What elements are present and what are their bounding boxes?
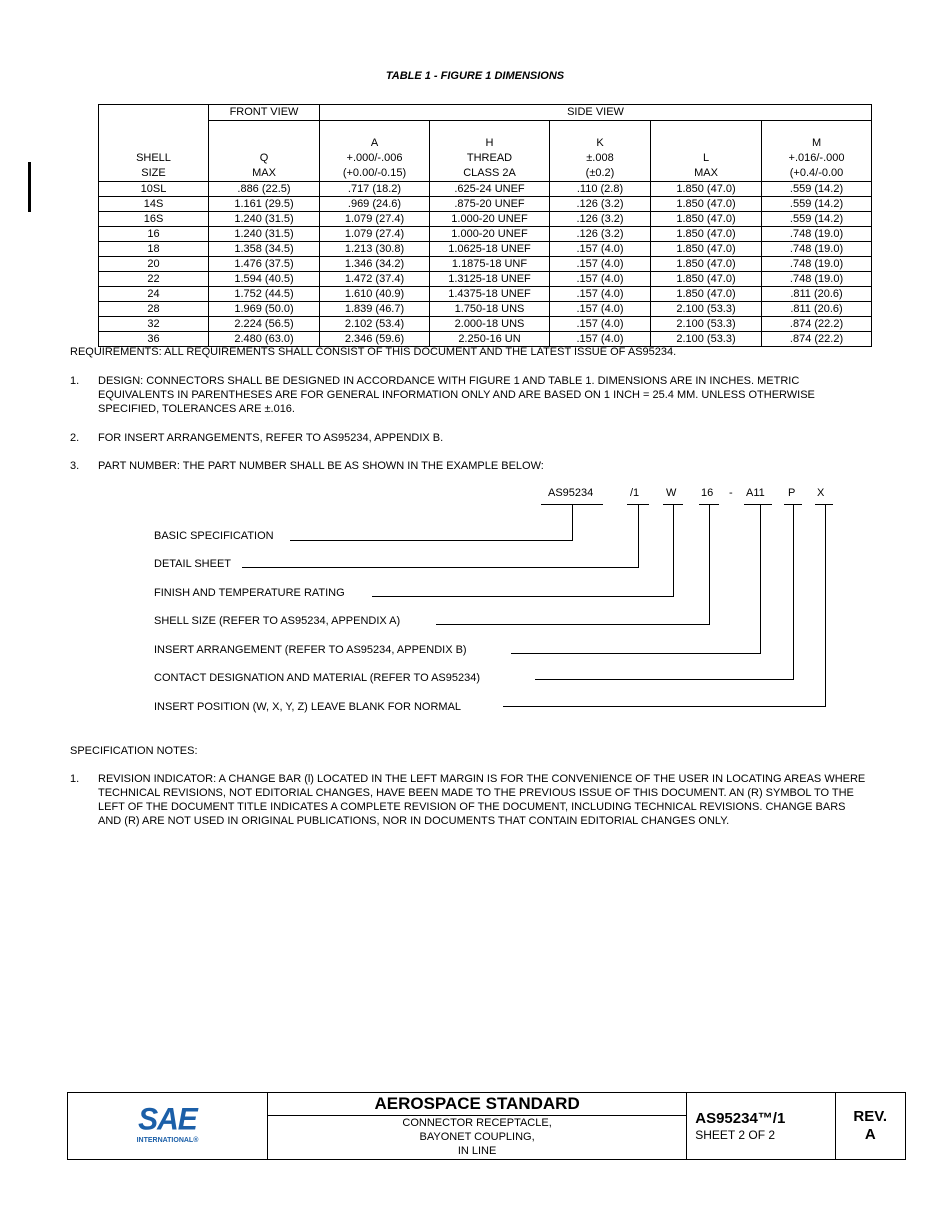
table-cell-l-max: 1.850 (47.0) xyxy=(651,272,762,287)
spec-note-text: REVISION INDICATOR: A CHANGE BAR (l) LOCATED IN THE LEFT MARGIN IS FOR THE CONVENIENCE OF THE USER IN LOCATING AREAS WHERE TECHNICAL REVISIONS, NOT EDITORIAL CHANGES, HAVE BEEN MADE TO THE PREVIOUS ISSUE OF THIS DOCUMENT. AN (R) SYMBOL TO THE LEFT OF THE DOCUMENT TITLE INDICATES A COMPLETE REVISION OF THE DOCUMENT, INCLUDING TECHNICAL REVISIONS. CHANGE BARS AND (R) ARE NOT USED IN ORIGINAL PUBLICATIONS, NOR IN DOCUMENTS THAT CONTAIN EDITORIAL CHANGES ONLY. xyxy=(98,773,866,827)
pn-leader-line xyxy=(572,504,573,541)
table-title: TABLE 1 - FIGURE 1 DIMENSIONS xyxy=(385,70,565,82)
pn-label-position: INSERT POSITION (W, X, Y, Z) LEAVE BLANK FOR NORMAL xyxy=(154,701,462,713)
column-header-line xyxy=(101,136,206,151)
spec-notes-heading: SPECIFICATION NOTES: xyxy=(70,745,198,757)
table-cell-shell-size: 36 xyxy=(99,332,209,347)
table-cell-m-dim: .748 (19.0) xyxy=(762,227,872,242)
table-row xyxy=(99,212,872,227)
pn-label-basic: BASIC SPECIFICATION xyxy=(154,530,274,542)
column-header-line xyxy=(101,121,206,136)
document-number: AS95234™/1 xyxy=(695,1109,786,1127)
pn-code-dash: - xyxy=(729,487,733,499)
requirement-number: 2. xyxy=(70,432,80,444)
table-cell-h-thread: 1.000-20 UNEF xyxy=(430,212,550,227)
sae-logo-mark: SAE xyxy=(138,1102,197,1137)
table-cell-q-max: 2.480 (63.0) xyxy=(209,332,320,347)
table-cell-a-dim: 1.346 (34.2) xyxy=(320,257,430,272)
pn-leader-line xyxy=(709,504,710,625)
requirements-intro: REQUIREMENTS: ALL REQUIREMENTS SHALL CONSIST OF THIS DOCUMENT AND THE LATEST ISSUE OF AS95234. xyxy=(70,346,677,358)
table-cell-k-dim: .157 (4.0) xyxy=(550,242,651,257)
requirement-number: 3. xyxy=(70,460,80,472)
table-cell-m-dim: .874 (22.2) xyxy=(762,317,872,332)
table-cell-a-dim: 1.472 (37.4) xyxy=(320,272,430,287)
column-header-line: SIZE xyxy=(141,167,166,179)
table-row xyxy=(99,257,872,272)
table-cell-shell-size: 32 xyxy=(99,317,209,332)
table-cell-a-dim: 1.079 (27.4) xyxy=(320,227,430,242)
table-cell-m-dim: .748 (19.0) xyxy=(762,272,872,287)
table-cell-m-dim: .811 (20.6) xyxy=(762,287,872,302)
requirement-item-1 xyxy=(70,374,870,418)
column-header-line: MAX xyxy=(694,167,718,179)
subtitle-line: IN LINE xyxy=(457,1145,497,1157)
table-cell-q-max: 1.752 (44.5) xyxy=(209,287,320,302)
column-header-line: (±0.2) xyxy=(585,167,615,179)
table-cell-a-dim: 2.346 (59.6) xyxy=(320,332,430,347)
column-header-l-max xyxy=(651,121,762,182)
table-cell-k-dim: .126 (3.2) xyxy=(550,212,651,227)
table-cell-k-dim: .110 (2.8) xyxy=(550,182,651,197)
change-bar xyxy=(28,162,31,212)
pn-leader-line xyxy=(638,504,639,568)
column-header-line: MAX xyxy=(252,167,276,179)
table-cell-k-dim: .157 (4.0) xyxy=(550,257,651,272)
column-header-shell-size xyxy=(99,121,209,182)
pn-leader-line xyxy=(436,624,710,625)
revision-label: REV. xyxy=(853,1108,888,1125)
table-cell-l-max: 1.850 (47.0) xyxy=(651,242,762,257)
table-row xyxy=(99,227,872,242)
table-cell-m-dim: .874 (22.2) xyxy=(762,332,872,347)
column-header-line: (+0.4/-0.00 xyxy=(789,167,844,179)
table-row xyxy=(99,182,872,197)
pn-label-detail: DETAIL SHEET xyxy=(154,558,232,570)
requirement-text: PART NUMBER: THE PART NUMBER SHALL BE AS SHOWN IN THE EXAMPLE BELOW: xyxy=(98,460,544,472)
table-cell-l-max: 1.850 (47.0) xyxy=(651,227,762,242)
pn-label-finish: FINISH AND TEMPERATURE RATING xyxy=(154,587,345,599)
table-body xyxy=(99,182,872,347)
table-row xyxy=(99,272,872,287)
pn-code-insert: A11 xyxy=(746,487,765,499)
column-header-line xyxy=(653,121,759,136)
table-cell-l-max: 2.100 (53.3) xyxy=(651,332,762,347)
table-cell-shell-size: 28 xyxy=(99,302,209,317)
pn-leader-line xyxy=(290,540,573,541)
table-cell-q-max: 1.476 (37.5) xyxy=(209,257,320,272)
table-cell-k-dim: .157 (4.0) xyxy=(550,287,651,302)
table-cell-a-dim: .717 (18.2) xyxy=(320,182,430,197)
table-cell-h-thread: 1.4375-18 UNEF xyxy=(430,287,550,302)
table-cell-a-dim: .969 (24.6) xyxy=(320,197,430,212)
pn-leader-line xyxy=(372,596,674,597)
column-header-q-max xyxy=(209,121,320,182)
pn-leader-line xyxy=(793,504,794,680)
table-cell-h-thread: .625-24 UNEF xyxy=(430,182,550,197)
table-row xyxy=(99,317,872,332)
requirement-text: DESIGN: CONNECTORS SHALL BE DESIGNED IN ACCORDANCE WITH FIGURE 1 AND TABLE 1. DIMENSIONS ARE IN INCHES. METRIC EQUIVALENTS IN PARENTHESES ARE FOR GENERAL INFORMATION ONLY AND ARE BASED ON 1 INCH = 25.4 MM. UNLESS OTHERWISE SPECIFIED, TOLERANCES ARE ±.016. xyxy=(98,375,815,415)
column-header-m-dim xyxy=(762,121,872,182)
pn-code-detail: /1 xyxy=(630,487,640,499)
table-cell-a-dim: 1.213 (30.8) xyxy=(320,242,430,257)
pn-label-insert: INSERT ARRANGEMENT (REFER TO AS95234, APPENDIX B) xyxy=(154,644,467,656)
table-cell-m-dim: .748 (19.0) xyxy=(762,257,872,272)
side-view-header: SIDE VIEW xyxy=(320,105,872,121)
column-header-line: Q xyxy=(259,152,269,164)
table-cell-a-dim: 2.102 (53.4) xyxy=(320,317,430,332)
pn-leader-line xyxy=(760,504,761,654)
table-cell-m-dim: .559 (14.2) xyxy=(762,182,872,197)
table-cell-q-max: 1.240 (31.5) xyxy=(209,212,320,227)
table-cell-shell-size: 18 xyxy=(99,242,209,257)
table-cell-h-thread: 1.0625-18 UNEF xyxy=(430,242,550,257)
table-cell-shell-size: 16 xyxy=(99,227,209,242)
table-cell-l-max: 1.850 (47.0) xyxy=(651,212,762,227)
table-cell-h-thread: 2.250-16 UN xyxy=(430,332,550,347)
table-row xyxy=(99,302,872,317)
table-cell-k-dim: .126 (3.2) xyxy=(550,227,651,242)
pn-label-contact: CONTACT DESIGNATION AND MATERIAL (REFER TO AS95234) xyxy=(154,672,480,684)
column-header-line: ±.008 xyxy=(586,152,614,164)
column-header-line: M xyxy=(811,137,822,149)
column-header-line xyxy=(211,121,317,136)
column-header-line: SHELL xyxy=(136,152,171,164)
dimensions-table xyxy=(98,104,872,347)
table-cell-h-thread: 1.3125-18 UNEF xyxy=(430,272,550,287)
revision-value: A xyxy=(864,1126,876,1143)
revision-cell xyxy=(835,1093,906,1160)
table-cell-q-max: 1.240 (31.5) xyxy=(209,227,320,242)
pn-code-contact: P xyxy=(788,487,796,499)
column-header-line: CLASS 2A xyxy=(463,167,516,179)
pn-code-finish: W xyxy=(666,487,677,499)
subtitle-line: BAYONET COUPLING, xyxy=(419,1131,535,1143)
requirement-text: FOR INSERT ARRANGEMENTS, REFER TO AS95234, APPENDIX B. xyxy=(98,432,444,444)
column-header-line: +.016/-.000 xyxy=(788,152,845,164)
pn-underline xyxy=(744,504,772,505)
table-cell-h-thread: 1.1875-18 UNF xyxy=(430,257,550,272)
column-header-line xyxy=(322,121,427,136)
table-cell-k-dim: .157 (4.0) xyxy=(550,302,651,317)
table-cell-shell-size: 22 xyxy=(99,272,209,287)
table-cell-h-thread: 1.000-20 UNEF xyxy=(430,227,550,242)
table-cell-q-max: 1.358 (34.5) xyxy=(209,242,320,257)
blank-header-cell xyxy=(99,105,209,121)
column-header-line: L xyxy=(702,152,710,164)
front-view-header: FRONT VIEW xyxy=(209,105,320,121)
column-header-k-dim xyxy=(550,121,651,182)
pn-underline xyxy=(815,504,833,505)
table-cell-a-dim: 1.610 (40.9) xyxy=(320,287,430,302)
table-cell-m-dim: .559 (14.2) xyxy=(762,212,872,227)
table-cell-l-max: 1.850 (47.0) xyxy=(651,287,762,302)
logo-cell xyxy=(68,1093,268,1160)
column-header-line: A xyxy=(370,137,379,149)
table-cell-q-max: 1.161 (29.5) xyxy=(209,197,320,212)
table-cell-q-max: .886 (22.5) xyxy=(209,182,320,197)
column-header-line xyxy=(764,121,869,136)
table-cell-k-dim: .126 (3.2) xyxy=(550,197,651,212)
table-row xyxy=(99,287,872,302)
table-cell-l-max: 2.100 (53.3) xyxy=(651,302,762,317)
sae-logo xyxy=(136,1102,199,1145)
table-cell-h-thread: .875-20 UNEF xyxy=(430,197,550,212)
table-group-header-row xyxy=(99,105,872,121)
pn-code-shell: 16 xyxy=(701,487,714,499)
pn-leader-line xyxy=(242,567,639,568)
title-block xyxy=(67,1092,906,1160)
table-cell-q-max: 1.969 (50.0) xyxy=(209,302,320,317)
pn-code-position: X xyxy=(817,487,825,499)
table-cell-shell-size: 14S xyxy=(99,197,209,212)
table-cell-q-max: 1.594 (40.5) xyxy=(209,272,320,287)
table-cell-k-dim: .157 (4.0) xyxy=(550,332,651,347)
table-cell-k-dim: .157 (4.0) xyxy=(550,272,651,287)
document-subtitle xyxy=(267,1116,686,1160)
table-cell-a-dim: 1.839 (46.7) xyxy=(320,302,430,317)
document-heading: AEROSPACE STANDARD xyxy=(267,1093,686,1116)
column-header-line xyxy=(432,121,547,136)
table-cell-k-dim: .157 (4.0) xyxy=(550,317,651,332)
column-header-line: +.000/-.006 xyxy=(346,152,403,164)
table-row xyxy=(99,242,872,257)
table-cell-l-max: 1.850 (47.0) xyxy=(651,257,762,272)
column-header-line xyxy=(552,121,648,136)
spec-note-item-1 xyxy=(70,772,870,844)
column-header-line: THREAD xyxy=(466,152,513,164)
spec-note-number: 1. xyxy=(70,773,80,785)
sae-logo-subtext: INTERNATIONAL® xyxy=(136,1137,199,1144)
table-cell-h-thread: 1.750-18 UNS xyxy=(430,302,550,317)
column-header-line: (+0.00/-0.15) xyxy=(342,167,407,179)
document-number-cell xyxy=(687,1093,835,1160)
subtitle-line: CONNECTOR RECEPTACLE, xyxy=(402,1117,552,1129)
pn-leader-line xyxy=(535,679,794,680)
table-cell-shell-size: 20 xyxy=(99,257,209,272)
table-cell-a-dim: 1.079 (27.4) xyxy=(320,212,430,227)
table-column-header-row xyxy=(99,121,872,182)
table-cell-shell-size: 10SL xyxy=(99,182,209,197)
column-header-line: H xyxy=(485,137,494,149)
table-cell-l-max: 1.850 (47.0) xyxy=(651,182,762,197)
table-cell-shell-size: 24 xyxy=(99,287,209,302)
table-cell-h-thread: 2.000-18 UNS xyxy=(430,317,550,332)
pn-leader-line xyxy=(511,653,761,654)
requirement-number: 1. xyxy=(70,375,80,387)
column-header-line: K xyxy=(596,137,604,149)
table-cell-m-dim: .559 (14.2) xyxy=(762,197,872,212)
pn-leader-line xyxy=(503,706,826,707)
table-cell-m-dim: .748 (19.0) xyxy=(762,242,872,257)
pn-code-basic: AS95234 xyxy=(548,487,594,499)
table-cell-l-max: 1.850 (47.0) xyxy=(651,197,762,212)
table-row xyxy=(99,197,872,212)
table-cell-shell-size: 16S xyxy=(99,212,209,227)
column-header-h-thread xyxy=(430,121,550,182)
table-cell-l-max: 2.100 (53.3) xyxy=(651,317,762,332)
table-cell-q-max: 2.224 (56.5) xyxy=(209,317,320,332)
pn-label-shell: SHELL SIZE (REFER TO AS95234, APPENDIX A) xyxy=(154,615,401,627)
column-header-line xyxy=(653,136,759,151)
sheet-number: SHEET 2 OF 2 xyxy=(695,1127,776,1142)
pn-leader-line xyxy=(673,504,674,597)
column-header-line xyxy=(211,136,317,151)
table-cell-m-dim: .811 (20.6) xyxy=(762,302,872,317)
pn-leader-line xyxy=(825,504,826,707)
column-header-a-dim xyxy=(320,121,430,182)
